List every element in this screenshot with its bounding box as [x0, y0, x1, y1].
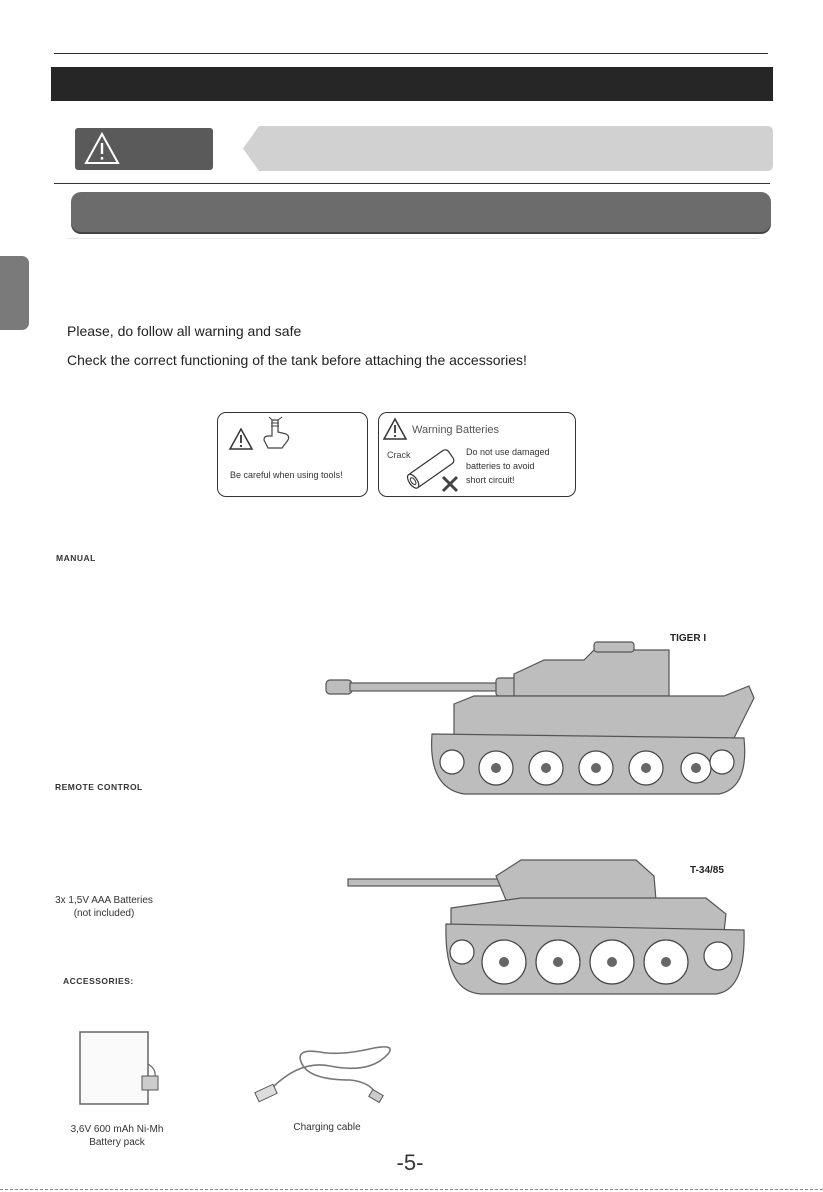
battery-warning-card: [378, 412, 576, 497]
usb-cable-icon: [250, 1030, 406, 1114]
manual-label: MANUAL: [56, 553, 96, 563]
damaged-line3: short circuit!: [466, 475, 515, 485]
bandaged-finger-icon: [258, 416, 294, 452]
faint-divider: [66, 238, 758, 239]
battery-warning-title: Warning Batteries: [412, 424, 500, 436]
crack-label: Crack: [387, 450, 411, 460]
check-instruction: Check the correct functioning of the tank before attaching the accessories!: [67, 352, 527, 368]
top-rule: [54, 53, 768, 54]
section-rule: [54, 183, 770, 184]
warning-ribbon: [243, 126, 773, 171]
t34-label: T-34/85: [690, 865, 724, 876]
charging-cable-caption: Charging cable: [293, 1122, 361, 1133]
tools-caption: Be careful when using tools!: [230, 470, 343, 480]
section-banner: [71, 192, 771, 232]
language-side-tab: [0, 256, 29, 330]
warning-triangle-icon: [382, 417, 408, 441]
page-number: -5-: [396, 1150, 424, 1175]
bottom-dashed-line: [0, 1189, 823, 1190]
damaged-line2: batteries to avoid: [466, 461, 535, 471]
cross-mark-icon: [440, 474, 460, 494]
warning-box: [75, 128, 213, 170]
damaged-line1: Do not use damaged: [466, 447, 550, 457]
battery-pack-caption: 3,6V 600 mAh Ni-Mh Battery pack: [70, 1124, 164, 1148]
tiger-label: TIGER I: [670, 633, 707, 644]
header-banner: [51, 67, 773, 101]
tools-warning-card: [217, 412, 368, 497]
warning-triangle-icon: [83, 131, 121, 167]
battery-pack-icon: [74, 1024, 164, 1108]
remote-control-label: REMOTE CONTROL: [55, 782, 143, 792]
t34-tank-icon: [346, 852, 750, 998]
safety-instruction: Please, do follow all warning and safe: [67, 323, 302, 339]
tiger-tank-icon: [324, 638, 756, 800]
accessories-label: ACCESSORIES:: [63, 976, 134, 986]
warning-triangle-icon: [228, 427, 254, 451]
aaa-batteries-caption: 3x 1,5V AAA Batteries (not included): [55, 895, 153, 919]
